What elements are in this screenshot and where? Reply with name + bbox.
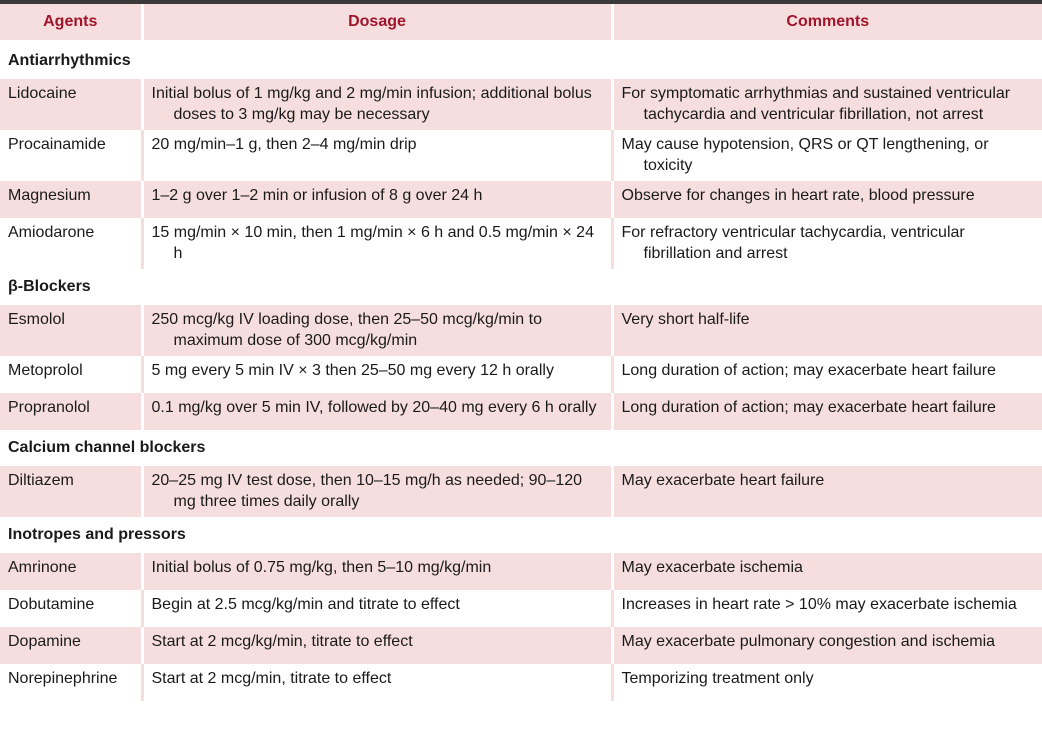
- agent-cell: Amiodarone: [0, 218, 142, 269]
- comment-cell: [612, 356, 1042, 393]
- comment-cell: [612, 664, 1042, 701]
- dosage-cell: [142, 218, 612, 269]
- comment-text: Very short half-life: [621, 311, 750, 328]
- table-row: [0, 590, 1042, 627]
- table-row: [0, 130, 1042, 181]
- dosage-cell: [142, 664, 612, 701]
- agent-cell: Diltiazem: [0, 466, 142, 517]
- comment-cell: [612, 79, 1042, 130]
- table-row: [0, 393, 1042, 430]
- comment-cell: [612, 466, 1042, 517]
- comment-cell: [612, 627, 1042, 664]
- header-comments: Comments: [612, 4, 1042, 42]
- dosage-text: 0.1 mg/kg over 5 min IV, followed by 20–40 mg every 6 h orally: [151, 399, 597, 416]
- dosage-text: 20 mg/min–1 g, then 2–4 mg/min drip: [151, 136, 417, 153]
- table-row: [0, 627, 1042, 664]
- dosage-text: 15 mg/min × 10 min, then 1 mg/min × 6 h and 0.5 mg/min × 24 h: [151, 224, 594, 262]
- agent-cell: Amrinone: [0, 553, 142, 590]
- table-row: [0, 466, 1042, 517]
- agent-cell: Propranolol: [0, 393, 142, 430]
- comment-text: May exacerbate pulmonary congestion and ischemia: [621, 633, 996, 650]
- dosage-text: Initial bolus of 0.75 mg/kg, then 5–10 mg/kg/min: [151, 559, 492, 576]
- table-row: [0, 356, 1042, 393]
- table-row: [0, 79, 1042, 130]
- dosage-cell: [142, 590, 612, 627]
- dosage-cell: [142, 466, 612, 517]
- dosage-text: 250 mcg/kg IV loading dose, then 25–50 mcg/kg/min to maximum dose of 300 mcg/kg/min: [151, 311, 542, 349]
- header-dosage: Dosage: [142, 4, 612, 42]
- dosage-cell: [142, 553, 612, 590]
- comment-text: May exacerbate ischemia: [621, 559, 803, 576]
- dosage-text: 20–25 mg IV test dose, then 10–15 mg/h as needed; 90–120 mg three times daily orally: [151, 472, 583, 510]
- dosage-text: Start at 2 mcg/kg/min, titrate to effect: [151, 633, 413, 650]
- comment-cell: [612, 393, 1042, 430]
- comment-text: May exacerbate heart failure: [621, 472, 825, 489]
- comment-cell: [612, 553, 1042, 590]
- comment-text: Long duration of action; may exacerbate heart failure: [621, 399, 996, 416]
- comment-cell: [612, 590, 1042, 627]
- header-agents: Agents: [0, 4, 142, 42]
- agent-cell: Lidocaine: [0, 79, 142, 130]
- section-title: Calcium channel blockers: [0, 430, 1042, 466]
- table-row: [0, 181, 1042, 218]
- dosage-text: 5 mg every 5 min IV × 3 then 25–50 mg every 12 h orally: [151, 362, 554, 379]
- dosage-cell: [142, 356, 612, 393]
- comment-text: For refractory ventricular tachycardia, ventricular fibrillation and arrest: [621, 224, 965, 262]
- section-title: Inotropes and pressors: [0, 517, 1042, 553]
- section-row-inotropes-and-pressors: [0, 517, 1042, 553]
- header-row: [0, 4, 1042, 42]
- comment-text: Long duration of action; may exacerbate heart failure: [621, 362, 996, 379]
- dosage-cell: [142, 130, 612, 181]
- comment-text: May cause hypotension, QRS or QT lengthening, or toxicity: [621, 136, 989, 174]
- comment-text: For symptomatic arrhythmias and sustained ventricular tachycardia and ventricular fibrillation, not arrest: [621, 85, 1011, 123]
- agent-cell: Dopamine: [0, 627, 142, 664]
- dosage-cell: [142, 627, 612, 664]
- comment-cell: [612, 218, 1042, 269]
- table-row: [0, 553, 1042, 590]
- section-row-calcium-channel-blockers: [0, 430, 1042, 466]
- section-title: β-Blockers: [0, 269, 1042, 305]
- table-row: [0, 664, 1042, 701]
- dosage-text: Initial bolus of 1 mg/kg and 2 mg/min infusion; additional bolus doses to 3 mg/kg may be necessary: [151, 85, 592, 123]
- dosage-text: 1–2 g over 1–2 min or infusion of 8 g over 24 h: [151, 187, 483, 204]
- agent-cell: Dobutamine: [0, 590, 142, 627]
- comment-cell: [612, 305, 1042, 356]
- comment-text: Increases in heart rate > 10% may exacerbate ischemia: [621, 596, 1017, 613]
- dosage-cell: [142, 181, 612, 218]
- dosage-text: Begin at 2.5 mcg/kg/min and titrate to effect: [151, 596, 460, 613]
- agent-cell: Esmolol: [0, 305, 142, 356]
- comment-text: Temporizing treatment only: [621, 670, 814, 687]
- comment-text: Observe for changes in heart rate, blood pressure: [621, 187, 975, 204]
- agent-cell: Procainamide: [0, 130, 142, 181]
- table-row: [0, 218, 1042, 269]
- dosage-text: Start at 2 mcg/min, titrate to effect: [151, 670, 392, 687]
- section-title: Antiarrhythmics: [0, 42, 1042, 80]
- section-row-beta-blockers: [0, 269, 1042, 305]
- agent-cell: Metoprolol: [0, 356, 142, 393]
- dosage-cell: [142, 393, 612, 430]
- comment-cell: [612, 130, 1042, 181]
- dosage-cell: [142, 305, 612, 356]
- drug-dosage-table: [0, 4, 1042, 701]
- section-row-antiarrhythmics: [0, 42, 1042, 80]
- agent-cell: Magnesium: [0, 181, 142, 218]
- table-row: [0, 305, 1042, 356]
- dosage-cell: [142, 79, 612, 130]
- comment-cell: [612, 181, 1042, 218]
- agent-cell: Norepinephrine: [0, 664, 142, 701]
